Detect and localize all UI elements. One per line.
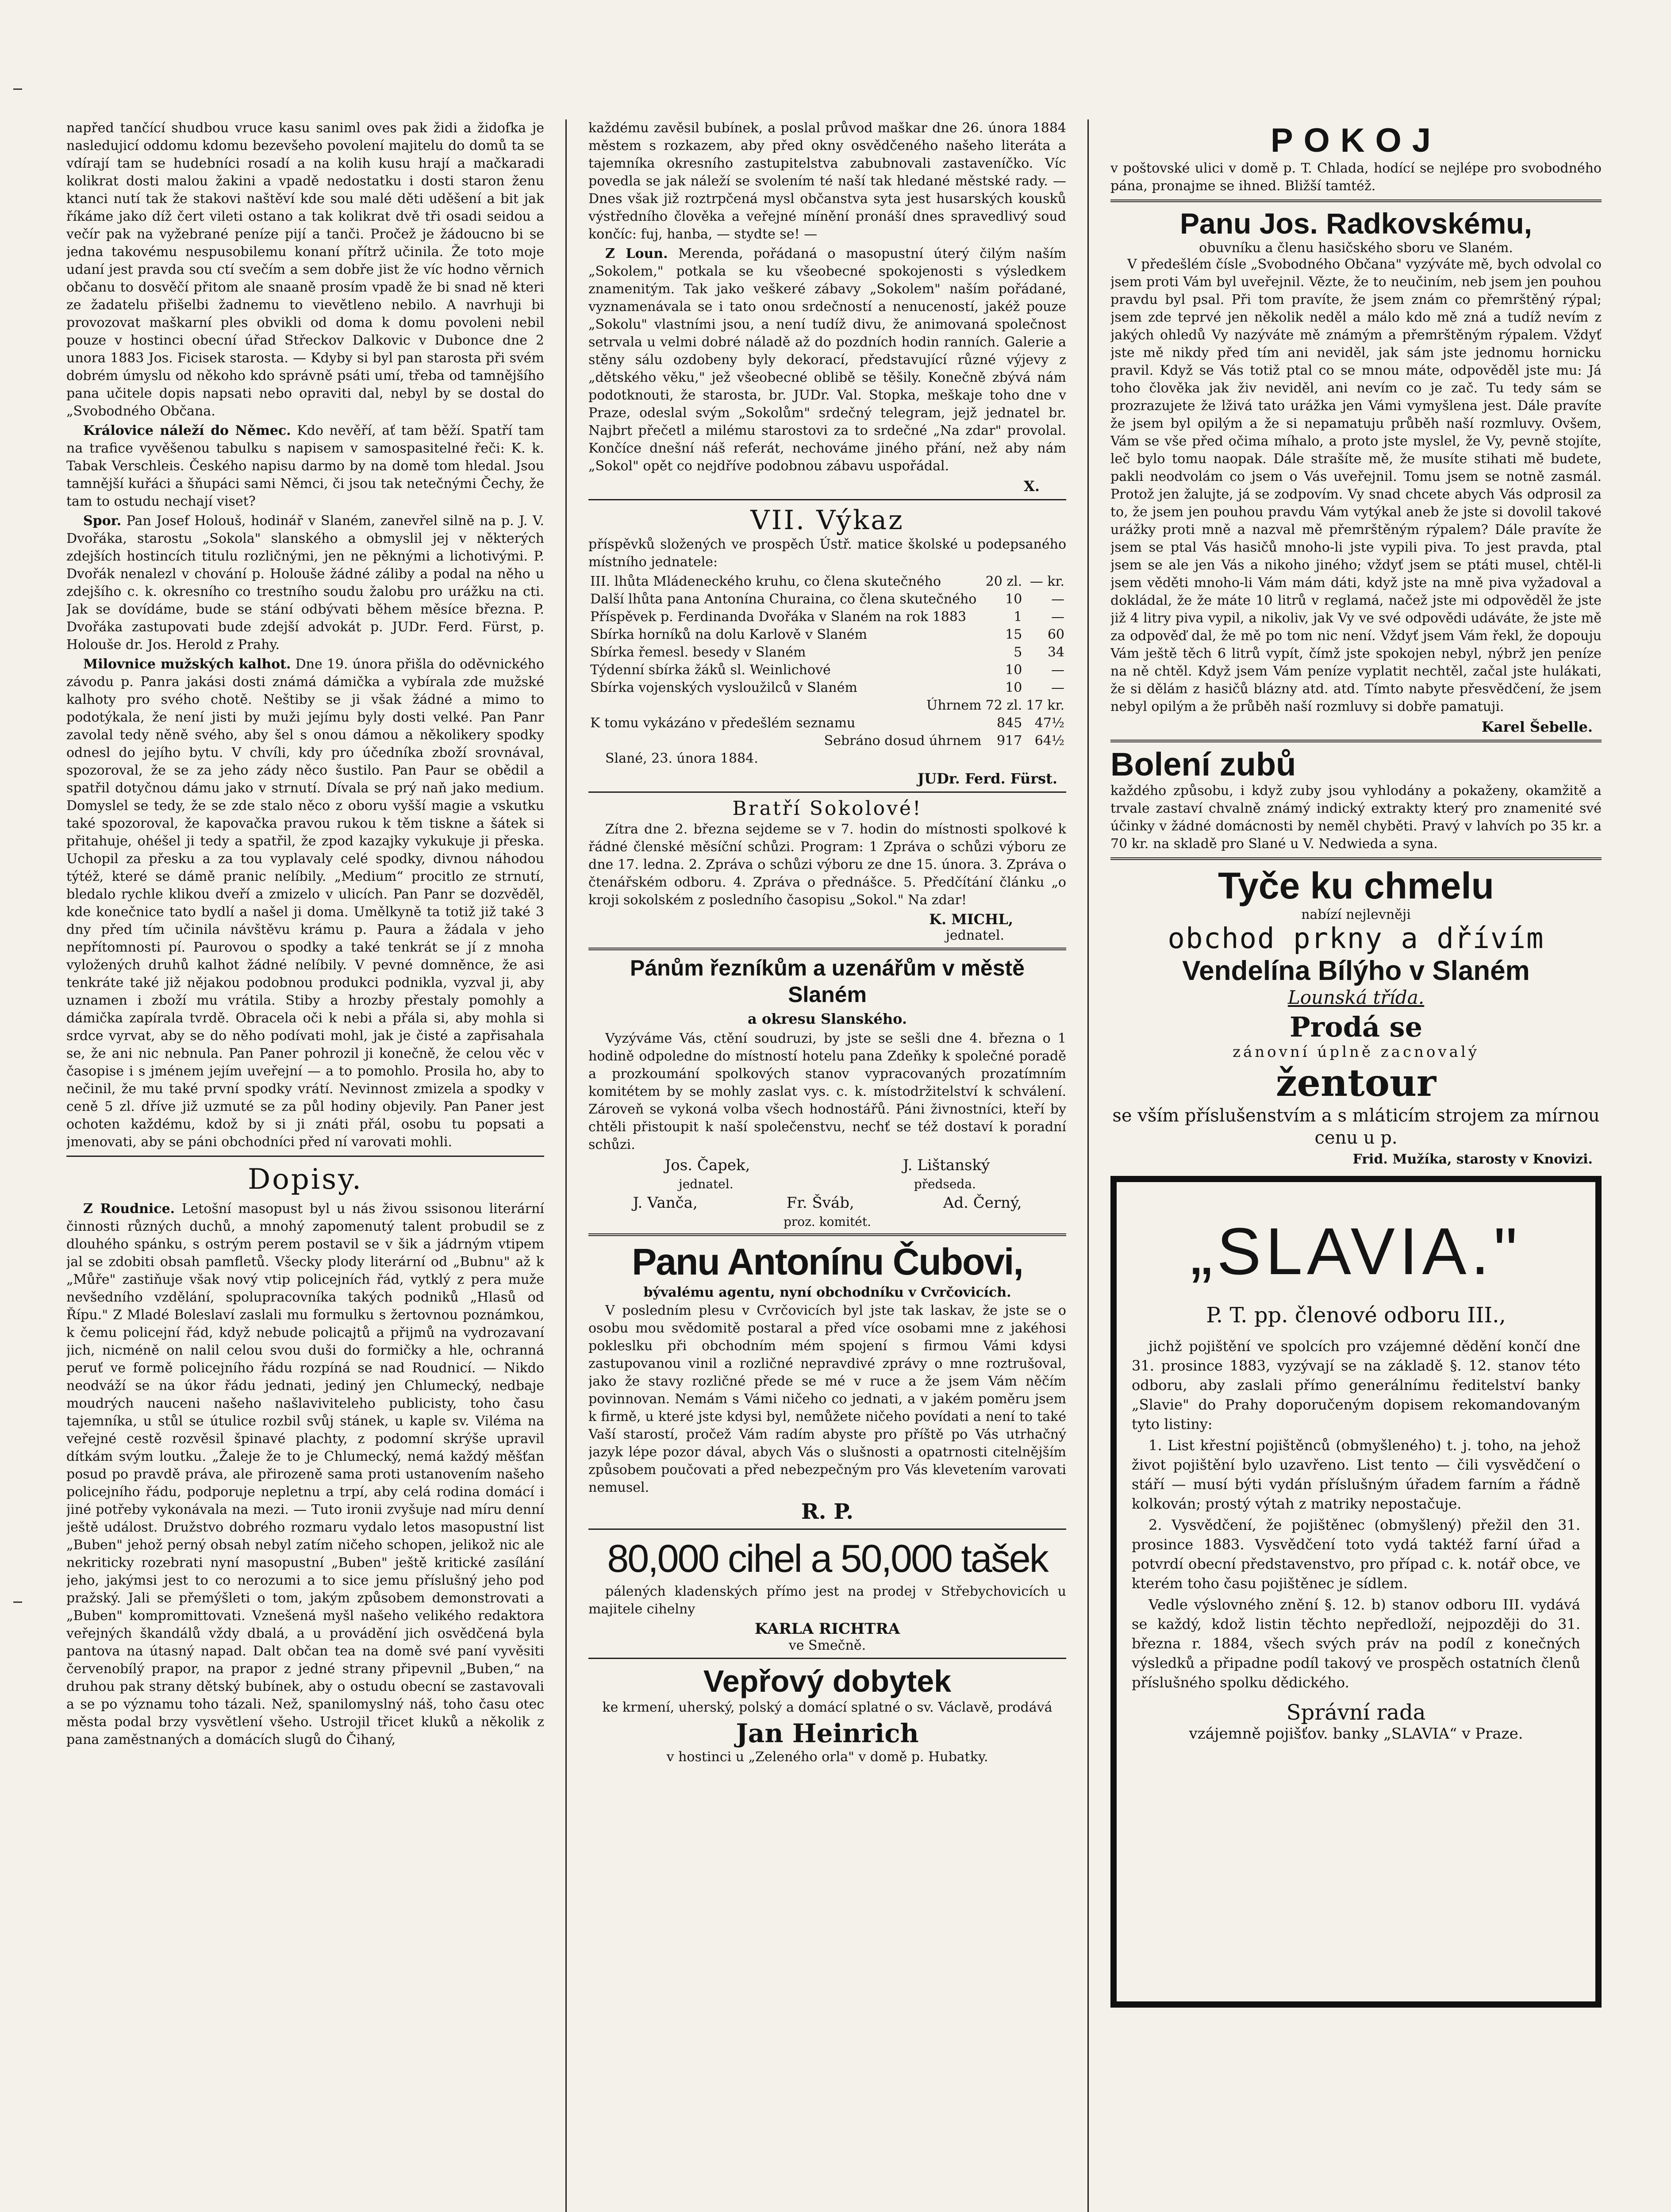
- margin-mark: [13, 1601, 22, 1603]
- total-label: Úhrnem: [926, 698, 982, 713]
- radkovsky-text: V předešlém čísle „Svobodného Občana" vyzýváte mě, bych odvolal co jsem proti Vám byl uveřejnil. Vězte, že to neučiním, neb jsem jen pouhou pravdu byl psal. Při tom pravíte, že jsem znám co přemrštěný rýpal; jsem zde teprvé jen několik neděl a málo kdo mě zná a tudíž nevím z jakých ohledů Vy nazýváte mě známým a přemrštěným rýpalem. Vždyť jste mě nikdy před tím ani neviděl, jak sám jste jednomu hornicku pravil. Když se Vás totiž ptal co se mnou máte, odpověděl jste mu: Já toho člověka jak živ neviděl, ani nevím co je zač. Tu tedy sám se prozrazujete že lživá tato urážka jen Vámi vymyšlena jest. Dále pravíte že jsem byl opilým a že si nepamatuju průběh naší rozmluvy. Ovšem, Vám se vše před očima míhalo, a proto jste myslel, že Vy, pevně stojíte, leč bylo tomu naopak. Dále strašíte mě, že musíte stihati mě budete, pakli neodvolám co jsem o Vás uveřejnil. Tomu jsem se notně zasmál. Protož jen žalujte, já se zodpovím. Vy snad chcete abych Vás odprosil za to, že jsem jen pouhou pravdu Vám vytýkal aneb že jste si dovolil takové urážky proti mně a nazval mě přemrštěným rýpalem? Dále pravíte že jsem se ptal Vás hasičů mnoho-li jste vypili piva. To jest pravda, ptal jsem se ale jen Vás a nikoho jiného; vždyť jsem se ptáti musel, chtěl-li jsem věděti mnoho-li Vám mám dáti, když jste na mně piva vyžadoval a dokládal, že že máte 10 litrů v reglamá, načež jste mi odpověděl že jste již 4 litry piva vypil, a nikoliv, jak Vy ve své odpovědi udáváte, že jste mě za odpověď dal, že mě po tom nic není. Vždyť jsem Vám řekl, že dopouju Vám ještě těch 6 litrů vypít, čímž jste spokojen nebyl, nýbrž jen peníze na ně chtěl. Když jsem Vám peníze vyplatit nechtěl, začal jste hulákati, že si dělám z hasičů blázny atd. atd. Tímto nabyte přesvědčení, že jsem nebyl opilým a že průběh naší rozmluvy si dobře pamatuji.: [1110, 257, 1602, 714]
- role-predseda: předseda.: [914, 1177, 976, 1191]
- proda-signature: Frid. Mužíka, starosty v Knovizi.: [1352, 1152, 1593, 1167]
- divider: [1110, 200, 1602, 202]
- article-spor: [66, 512, 544, 654]
- column-divider: [1087, 119, 1089, 2212]
- reznikum-title: Pánům řezníkům a uzenářům v městě Slaném: [630, 956, 1025, 1007]
- article-kralovice: [66, 422, 544, 511]
- vykaz-cell-label: III. lhůta Mládeneckého kruhu, co člena skutečného: [590, 574, 941, 589]
- vykaz-cell-zl: 10: [1005, 662, 1022, 678]
- vykaz-table: [588, 573, 1066, 750]
- signature-capek: Jos. Čapek,: [665, 1156, 750, 1174]
- reznikum-role-komitet: proz. komitét.: [783, 1214, 872, 1229]
- margin-mark: [13, 88, 22, 90]
- total-zl: 72 zl.: [985, 698, 1022, 713]
- divider: [1110, 740, 1602, 742]
- vepr-place: v hostinci u „Zeleného orla" v domě p. Hubatky.: [666, 1749, 988, 1765]
- bratri-text: Zítra dne 2. března sejdeme se v 7. hodin do místnosti spolkové k řádné členské měsíční schůzi. Program: 1 Zpráva o schůzi výboru ze dne 17. ledna. 2. Zpráva o schůzi výboru ze dne 15. února. 3. Zpráva o čtenářském odboru. 4. Zpráva o přednášce. 5. Předčítání článku „o kroji sokolském z posledního časopisu „Sokol." Na zdar!: [588, 822, 1066, 908]
- vepr-title: Vepřový dobytek: [703, 1664, 952, 1698]
- cihel-text: pálených kladenských přímo jest na prodej v Střebychovicích u majitele cihelny: [588, 1584, 1066, 1617]
- vykaz-cell-label: Příspěvek p. Ferdinanda Dvořáka v Slaném na rok 1883: [590, 609, 967, 625]
- total-kr: 17 kr.: [1026, 698, 1064, 713]
- vepr-text: ke krmení, uherský, polský a domácí splatné o sv. Václavě, prodává: [602, 1700, 1053, 1715]
- vykaz-cell-zl: 15: [1005, 627, 1022, 642]
- cihel-title: 80,000 cihel a 50,000 tašek: [607, 1536, 1048, 1580]
- article-text: Letošní masopust byl u nás živou ssisonou literární činnosti různých duchů, a mnohý zapomenutý talent probudil se z dlouhého spánku, s ostrým perem postavil se v šik a jádrným vtipem jal se zdobiti obsah pamfletů. Všecky plody literární od „Bubnu" až k „Můře" zastiňuje však nový vtip policejních řád, vytklý z pera muže nevšedního vzdělání, spolupracovníka takých podniků „Hlasů od Řípu." Z Mladé Boleslaví zaslali mu formulku s žertovnou poznámkou, k čemu policejní řád, když nebude policajtů a přijmů na vydrozavaní jich, nicméně on nalil celou svou duši do formičky a hle, ochranná peruť ve formě policejního řádu rozpíná se nad Roudnicí. — Nikdo neodváží se na úkor řádu jednati, jediný jen Chlumecký, nedbaje moudrých nauceni našeho našlaviviteleho publicisty, toho času tajemníka, u stůl se útulice rozbil svůj stánek, u kaple sv. Viléma na veřejné cestě rozvěsil špinavé plachty, z podomní skrýše upravil dítkám svým loutku. „Žaleje že to je Chlumecký, nemá každý měšťan posud po pravdě práva, ale přirozeně sama proti ustanovením našeho policejního řádu, podporuje nepletnu a trpí, aby celá rodina domácí i jiné potřeby vykonávala na mezi. — Tuto ironii zvyšuje nad míru denní ještě událost. Družstvo dobrého rozmaru vydalo letos masopustní list „Buben" jehož perný obsah nebyl zatím ničeho schopen, jelikož nic ale nekriticky rozebrati nyní masopustní „Buben" ještě kritické zasílání jeho, jakýmsi jest to co nerozumi a to sice jemu příslušný jeho pod pražský. Jali se přemýšleti o tom, jakým způsobem demonstrovati a „Buben" kompromittovati. Vznešená myšl našeho velikého redaktora veřejných škandálů vždy dbalá, a u provádění jich osvědčená byla pantova na útasný napad. Dalt občan tea na domě své paní vyvěsiti červenobílý prapor, na prapor z jedné strany připevnil „Buben,“ na druhou pak strany dětský bubínek, aby o ostudu obecní se zastavovali a se po významu toho tázali. Než, spanilomyslný náš, toho času otec města podal brzy vysvětlení všeho. Ustrojil třicet kluků a několik z pana zaměstnaných a domácích slugů do Čihaný,: [66, 1201, 544, 1747]
- article-heading: Královice náleží do Němec.: [83, 423, 291, 438]
- cubovi-title: Panu Antonínu Čubovi,: [632, 1241, 1023, 1283]
- slavia-ad: [1110, 1176, 1602, 2008]
- slavia-text-1: jichž pojištění ve spolcích pro vzájemné dědění končí dne 31. prosince 1883, vyzývají se na základě §. 12. stanov této odboru, aby zaslali přímo generálnímu ředitelství banky „Slavie" do Prahy doporučeným dopisem rekomandovaným tyto listiny:: [1132, 1338, 1580, 1432]
- article-heading: Z Loun.: [605, 246, 668, 261]
- divider: [588, 499, 1066, 500]
- vykaz-cell-zl: 5: [1014, 645, 1022, 660]
- divider: [588, 1658, 1066, 1659]
- divider: [66, 1156, 544, 1157]
- vykaz-prev-row: [588, 714, 1066, 732]
- sum-zl: 917: [997, 733, 1022, 749]
- vykaz-intro: příspěvků složených ve prospěch Ústř. matice školské u podepsaného místního jednatele:: [588, 537, 1066, 570]
- radkovsky-subtitle: obuvníku a členu hasičského sboru ve Slaném.: [1199, 240, 1513, 256]
- signature-svab: Fr. Šváb,: [786, 1194, 854, 1212]
- vykaz-sum-row: [588, 732, 1066, 750]
- vykaz-cell-kr: —: [1051, 662, 1064, 678]
- article-heading: Z Roudnice.: [83, 1201, 175, 1217]
- zubu-ad: [1110, 747, 1602, 782]
- article-text: Merenda, pořádaná o masopustní úterý čilým naším „Sokolem," potkala se ku všeobecné spokojenosti s výsledkem znamenitým. Tak jako veškeré zábavy „Sokolem" naším pořádané, vyznamenávala se i tato onou srdečností a nenuceností, jakéž pouze „Sokolu" vlastními jsou, a není tudíž divu, že animovaná společnost setrvala u velmi dobré náladě až do pozdních hodin ranních. Galerie a stěny sálu ozdobeny byly dekorací, představující různé výjevy z „dětského věku," jež všeobecné oblibě se těšily. Konečně zbývá nám podotknouti, že starosta, br. JUDr. Val. Stopka, meškaje toho dne v Praze, odeslal svým „Sokolům" srdečný telegram, jejž jednatel br. Najbrt přečetl a milému starostovi za to srdečné „Na zdar" provolal. Končíce dnešní náš referát, nechováme jiného přání, než aby nám „Sokol" opět co nejdříve podobnou zábavu uspořádal.: [588, 246, 1066, 474]
- divider: [588, 1233, 1066, 1236]
- vykaz-cell-kr: — kr.: [1029, 574, 1064, 589]
- vykaz-signature: JUDr. Ferd. Fürst.: [917, 770, 1057, 787]
- slavia-signature-2: vzájemně pojišťov. banky „SLAVIA“ v Praze.: [1189, 1725, 1523, 1743]
- tyce-line-4: Lounská třída.: [1287, 987, 1425, 1008]
- tyce-subtitle: nabízí nejlevněji: [1301, 907, 1411, 922]
- pokoj-title: POKOJ: [1270, 122, 1442, 159]
- column-divider: [565, 119, 567, 2212]
- tyce-line-2: obchod prkny a dřívím: [1168, 922, 1544, 955]
- article-text: Kdo nevěří, ať tam běží. Spatří tam na trafice vyvěšenou tabulku s napisem v samospasitelné řeči: K. k. Tabak Verschleis. Českého napisu darmo by na domě tom hledal. Jsou tamnější kuřáci a šňupáci sami Němci, či jsou tak netečnými Čechy, že tam to ostudu nechají viset?: [66, 423, 544, 509]
- divider: [1110, 857, 1602, 860]
- radkovsky-signature: Karel Šebelle.: [1481, 718, 1593, 735]
- reznikum-subtitle: a okresu Slanského.: [747, 1010, 907, 1027]
- tyce-title: Tyče ku chmelu: [1218, 865, 1494, 906]
- article-text: napřed tančící shudbou vruce kasu saniml oves pak židi a židofka je nasledujicí oddomu kdomu bezevšeho povolení majitelu do domů ta se vdírají tam se hudebníci rosadí a na kolih kusu hrají a mačkaradi kolikrat dosti malou žakini a vpadě nedostatku i dosti staron ženu ktanci nutí tak že stakovi naštěví kde sou malé děti uděšení a bit jak říkáme jako díž čert vileti ostano a tak kolikrat dvě tři osadi seidou a večír pak na vyžebrané peníze pijí a tanči. Pročež je žádoucno bi se jedna takovému nespusobilemu konaní přítrž učinila. Že toto moje udaní jest pravda sou ctí svečím a sem dobře jist že víc hodno věrnich občanu to dosvěčí přitom ale snaaně prosím vpadě že bi snad ně kteri ze žadatelu přišelbi žadnemu to vievětleno nebilo. A navrhuji bi provozovat maškarní ples obvikli od doma k domu povoleni nebil pouze v hostinci obecní úřad Střeckov Dalkovic v Dubonce dne 2 unora 1883 Jos. Ficisek starosta. — Kdyby si byl pan starosta při svém dobrém úmyslu od někoho kdo správně psáti umí, třeba od tamnějšího pana učitele dopis napsati nebo opraviti dal, nebyl by se dostal do „Svobodného Občana.: [66, 120, 544, 419]
- slavia-text-3: 2. Vysvědčení, že pojištěnec (obmyšlený) přežil den 31. prosince 1883. Vysvědčení toto vydá taktéž farní úřad a potvrdí obecní představenstvo, pro případ c. k. notář obce, ve kterém toho času pojištěnec je sídlem.: [1132, 1517, 1580, 1592]
- article-loun: [588, 245, 1066, 475]
- slavia-text-2: 1. List křestní pojištěnců (obmyšleného) t. j. toho, na jehož život pojištění bylo uzavřeno. List tento — čili vysvědčení o stáří — musí býti vydán příslušným úřadem farním a řádně kolkován; prostý výtah z matriky nepostačuje.: [1132, 1437, 1580, 1512]
- vykaz-cell-kr: —: [1051, 609, 1064, 625]
- vykaz-cell-zl: 20 zl.: [985, 574, 1022, 589]
- article-milovnice: [66, 656, 544, 1151]
- vykaz-cell-label: Sbírka řemesl. besedy v Slaném: [590, 645, 806, 660]
- vepr-name: Jan Heinrich: [736, 1718, 919, 1748]
- tyce-line-3: Vendelína Bílýho v Slaném: [1182, 956, 1530, 986]
- radkovsky-title: Panu Jos. Radkovskému,: [1180, 207, 1532, 240]
- reznikum-roles: [588, 1177, 1066, 1191]
- vykaz-cell-kr: 60: [1047, 627, 1064, 642]
- column-3: [1110, 119, 1602, 2212]
- divider: [588, 948, 1066, 950]
- article-heading: Spor.: [83, 513, 122, 529]
- reznikum-signatures: [588, 1156, 1066, 1174]
- vykaz-cell-label: Týdenní sbírka žáků sl. Weinlichové: [590, 662, 831, 678]
- section-title-bratri: Bratří Sokolové!: [732, 797, 922, 820]
- section-title-dopisy: Dopisy.: [247, 1163, 363, 1196]
- proda-line-4: se vším příslušenstvím a s mláticím strojem za mírnou cenu u p.: [1112, 1106, 1600, 1148]
- vykaz-row: [588, 679, 1066, 697]
- signature-cerny: Ad. Černý,: [943, 1194, 1022, 1212]
- column-1: [66, 119, 544, 2212]
- vykaz-cell-zl: 10: [1005, 591, 1022, 607]
- article-roudnice: [66, 1200, 544, 1749]
- slavia-text-4: Vedle výslovného znění §. 12. b) stanov odboru III. vydává se každý, kdož listin těchto nepředloží, nejpozději do 31. března r. 1884, všech svých práv na podíl z konečných výsledků a připadne podíl takový ve prospěch ostatních členů příslušného spolku dědického.: [1132, 1596, 1580, 1691]
- vykaz-cell-zl: 10: [1005, 680, 1022, 695]
- vykaz-cell-kr: —: [1051, 680, 1064, 695]
- vykaz-cell-kr: 34: [1047, 645, 1064, 660]
- zubu-text: každého způsobu, i když zuby jsou vyhlodány a pokaženy, okamžitě a trvale zastaví chvalně známý indický extrakty který pro znamenité své účinky v žádné domácnosti by neměl chyběti. Pravý v lahvích po 35 kr. a 70 kr. na skladě pro Slané u V. Nedwieda a syna.: [1110, 783, 1602, 852]
- cihel-signature: KARLA RICHTRA: [754, 1620, 900, 1638]
- vykaz-place: Slané, 23. února 1884.: [605, 751, 758, 766]
- reznikum-signatures-2: [588, 1194, 1066, 1212]
- cihel-place: ve Smečně.: [788, 1638, 866, 1653]
- prev-kr: 47½: [1034, 715, 1064, 731]
- slavia-signature: Správní rada: [1286, 1700, 1426, 1725]
- prev-zl: 845: [997, 715, 1022, 731]
- vykaz-row: [588, 644, 1066, 661]
- divider: [588, 1528, 1066, 1530]
- vykaz-cell-label: Další lhůta pana Antonína Churaina, co člena skutečného: [590, 591, 977, 607]
- vykaz-total-row: [588, 697, 1066, 714]
- proda-title: Prodá se: [1289, 1011, 1423, 1043]
- vykaz-row: [588, 626, 1066, 644]
- section-title-vykaz: VII. Výkaz: [750, 505, 904, 536]
- bratri-role: jednatel.: [945, 928, 1004, 943]
- role-jednatel: jednatel.: [679, 1177, 734, 1191]
- vykaz-row: [588, 573, 1066, 591]
- vykaz-row: [588, 591, 1066, 608]
- slavia-subtitle: P. T. pp. členové odboru III.,: [1206, 1303, 1506, 1328]
- zubu-title: Bolení zubů: [1110, 746, 1296, 783]
- article-heading: Milovnice mužských kalhot.: [83, 657, 291, 672]
- signature: X.: [1024, 478, 1040, 495]
- divider: [588, 791, 1066, 793]
- vykaz-row: [588, 661, 1066, 679]
- vykaz-row: [588, 608, 1066, 626]
- sum-kr: 64½: [1034, 733, 1064, 749]
- cubovi-signature: R. P.: [801, 1499, 854, 1524]
- pokoj-text: v poštovské ulici v domě p. T. Chlada, hodící se nejlépe pro svobodného pána, pronajme se ihned. Bližší tamtéž.: [1110, 161, 1602, 194]
- article-text: každému zavěsil bubínek, a poslal průvod maškar dne 26. února 1884 městem s rozkazem, aby před okny osvědčeného našeho literáta a tajemníka okresního zastupitelstva zabubnovali zastaveníčko. Víc povedla se jak náleží se svolením té naší tak hledané městské rady. — Dnes však již roztrpčená mysl občanstva syta jest husarských kousků výstředního člověka a veřejné mínění pronáší dnes spravedlivý soud končíc: fuj, hanba, — stydte se! —: [588, 120, 1066, 242]
- vykaz-cell-zl: 1: [1014, 609, 1022, 625]
- bratri-signature: K. MICHL,: [929, 911, 1013, 928]
- signature-vanca: J. Vanča,: [633, 1194, 698, 1212]
- cubovi-text: V posledním plesu v Cvrčovicích byl jste tak laskav, že jste se o osobu mou svědomitě postaral a před více osobami mne z jakéhosi pokleslku při obchodním mém spojení s firmou Vámi kdysi zastupovanou vinil a rozličné nepravdivé zprávy o mne roztrušoval, jako že stavy rozličné přede se mé v ruce a že jsem Vám něčím povinnovan. Nemám s Vámi ničeho co jednati, a v jakém poměru jsem k firmě, u které jste kdysi byl, nemůžete ničeho povídati a není to také Vaší starostí, pročež Vám radím abyste pro příště po Vás utrhačný jazyk lépe pozor dával, abych Vás o slušnosti a opatrnosti citelnějším způsobem poučovati a před nebezpečným pro Vás klevetením varovati nemusel.: [588, 1303, 1066, 1495]
- article-text: Dne 19. února přišla do oděvnického závodu p. Panra jakási dosti známá dámička a vybírala zde mužské kalhoty pro svého chotě. Neštiby se ji však žádné a mimo to podotýkala, že není jisti by muži jejímu byly dosti velké. Pan Panr zavolal tedy něně svého, aby šel s onou dámou a několikery spodky odnesl do jejího bytu. V chvíli, kdy pro účedníka zboží srovnával, spozoroval, že se za jeho zády něco šustilo. Pan Paur se obědil a spatřil dotyčnou dámu jako v strnutí. Dívala se prý naň jako medium. Domyslel se tedy, že se zde stalo něco z oboru vyšší magie a vskutku také spozoroval, že kapovačka pravou rukou k těm tiskne a šátek si přitahuje, ohéšel ji tedy a spatřil, že zpod kazajky vykukuje ji přeska. Uchopil za přesku a za tou vyplavaly celé spodky, divnou náhodou týtéž, které se dámě pranic nelíbily. „Medium“ procitlo ze strnutí, bledalo rychle klikou dveří a zmizelo v ulicích. Pan Panr se dozvěděl, kde konečnice tato bydlí a našel ji doma. Umělkyně ta totiž již také 3 dny před tím učinila návštěvu krámu p. Paura a žádala v jeho nepřítomnosti pí. Paurovou o spodky a také tenkrát se jí z mnoha vyložených druhů kalhot žádné nelíbily. V pevné domněnce, že asi tenkráte také již nějakou podobnou produkci podnikla, vyzval ji, aby uznamen i zboží mu vrátila. Stiby a hrozby přestaly pomohly a dámička zapírala tvrdě. Obracela oči k nebi a přála si, aby mohla si srdce vyrvat, aby se do něho podívati mohl, jak je čisté a zapřisahala se, že ani nic nebnula. Pan Paner pohrozil ji konečně, že celou věc v časopise i s jménem jejím uveřejní — a to pomohlo. Prosila ho, aby to nečinil, že mu také první spodky vrátí. Nevinnost zmizela a spodky v ceně 5 zl. dříve již uzmuté se za půl hodiny objevily. Pan Paner jest ochoten každému, kdož by si ji znáti přál, osobu tu popsati a jmenovati, aby se páni obchodníci před ní varovati mohli.: [66, 657, 544, 1150]
- signature-listansky: J. Lištanský: [903, 1156, 990, 1174]
- article-text: Pan Josef Holouš, hodinář v Slaném, zanevřel silně na p. J. V. Dvořáka, starostu „Sokola" slanského a obmyslil jej v některých zdejších hostincích titulu rozličnými, jen ne pěknými a lichotivými. P. Dvořák nenalezl v chování p. Holouše žádné záliby a podal na něho u zdejšího c. k. okresního co trestního soudu žalobu pro urážku na cti. Jak se dovídáme, bude se stání odbývati během měsíce března. P. Dvořáka zastupovati bude zdejší advokát p. JUDr. Ferd. Fürst, p. Holouše dr. Jos. Herold z Prahy.: [66, 513, 544, 653]
- vykaz-cell-kr: —: [1051, 591, 1064, 607]
- proda-line-2: zánovní úplně zacnovalý: [1233, 1043, 1479, 1061]
- vykaz-cell-label: Sbírka horníků na dolu Karlově v Slaném: [590, 627, 868, 642]
- prev-label: K tomu vykázáno v předešlém seznamu: [590, 715, 856, 731]
- slavia-title: „SLAVIA.": [1190, 1214, 1522, 1288]
- newspaper-page: [66, 119, 1602, 2212]
- column-2: [588, 119, 1066, 2212]
- reznikum-text: Vyzýváme Vás, ctění soudruzi, by jste se sešli dne 4. března o 1 hodině odpoledne do místností hotelu pana Zdeňky k společné poradě a prozkoumání spolkových stanov vypracovaných prozatímním komitétem by se mohly zaslat vys. c. k. místodržitelství k schválení. Zároveň se vykoná volba všech hodnostářů. Páni živnostníci, kteří by chtěli přistoupit k naší společenstvu, nechť se též dostaví k poradní schůzi.: [588, 1031, 1066, 1152]
- cubovi-subtitle: bývalému agentu, nyní obchodníku v Cvrčovicích.: [643, 1285, 1011, 1300]
- proda-line-3: žentour: [1275, 1061, 1437, 1105]
- sum-label: Sebráno dosud úhrnem: [824, 733, 982, 749]
- vykaz-cell-label: Sbírka vojenských vysloužilců v Slaném: [590, 680, 857, 695]
